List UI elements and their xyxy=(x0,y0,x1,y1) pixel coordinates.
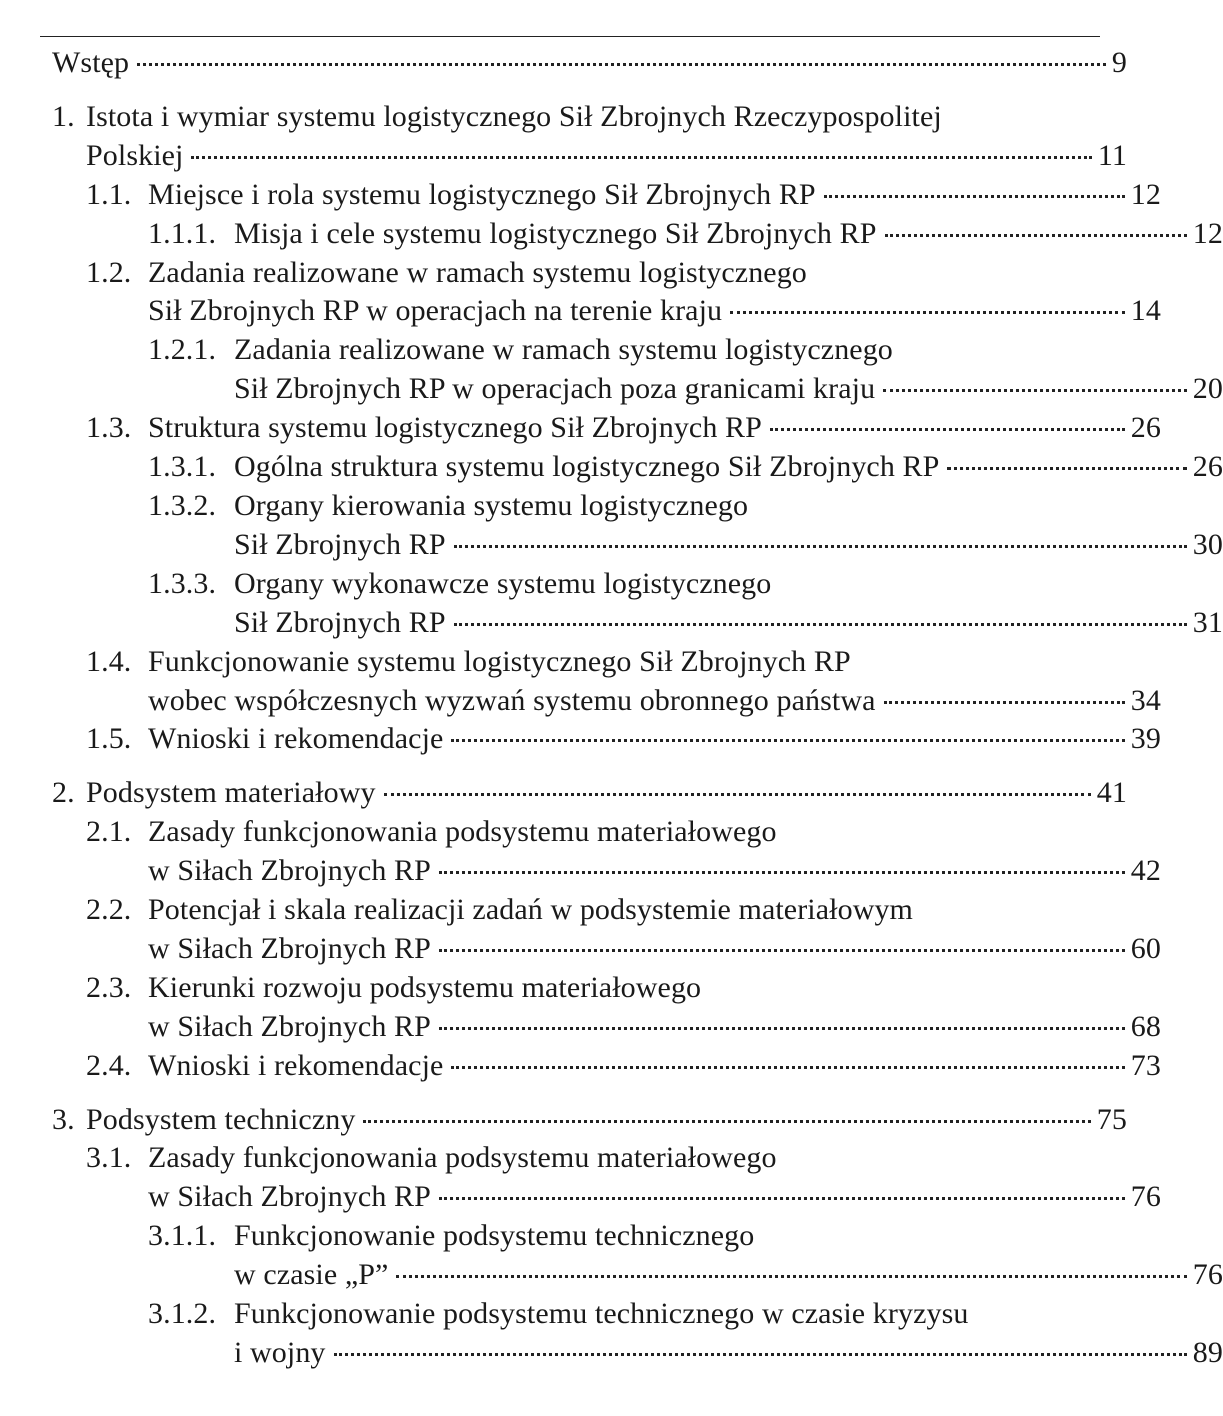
entry-number: 1.2.1. xyxy=(148,333,217,367)
table-of-contents xyxy=(0,44,1223,1373)
entry-title-line-1: Zadania realizowane w ramach systemu logistycznego xyxy=(234,333,893,367)
entry-number: 2.3. xyxy=(86,970,132,1004)
entry-number: 1.3.1. xyxy=(148,450,217,484)
entry-number: 2. xyxy=(52,776,75,810)
entry-title-line-1: Organy wykonawcze systemu logistycznego xyxy=(234,566,772,600)
dot-leader xyxy=(730,311,1125,314)
page-number: 14 xyxy=(1130,294,1161,328)
entry-number: 1.3.2. xyxy=(148,488,217,522)
entry-title-line-2: w Siłach Zbrojnych RP xyxy=(148,1180,431,1214)
entry-number: 3.1.2. xyxy=(148,1297,217,1331)
entry-title-line-2: wobec współczesnych wyzwań systemu obronnego państwa xyxy=(148,683,876,717)
entry-title: Wstęp xyxy=(52,46,130,79)
page-number: 42 xyxy=(1130,854,1161,888)
page-number: 68 xyxy=(1130,1009,1161,1043)
entry-number: 2.2. xyxy=(86,893,132,927)
dot-leader xyxy=(884,701,1125,704)
entry-number: 1.5. xyxy=(86,722,132,756)
entry-title: Wnioski i rekomendacje xyxy=(148,1048,444,1082)
page-number: 41 xyxy=(1096,776,1127,810)
page-number: 76 xyxy=(1130,1180,1161,1214)
entry-title-line-1: Funkcjonowanie systemu logistycznego Sił Zbrojnych RP xyxy=(148,644,851,678)
entry-title-line-1: Zadania realizowane w ramach systemu logistycznego xyxy=(148,255,807,289)
page-number: 76 xyxy=(1192,1258,1223,1292)
entry-number: 3.1. xyxy=(86,1141,132,1175)
entry-number: 3. xyxy=(52,1102,75,1136)
entry-title-line-2: Polskiej xyxy=(86,138,184,172)
entry-title-line-2: Sił Zbrojnych RP w operacjach poza granicami kraju xyxy=(234,372,876,406)
toc-entry-chapter-3[interactable] xyxy=(0,1101,1127,1140)
toc-entry-3-1[interactable] xyxy=(0,1139,1161,1217)
page-number: 11 xyxy=(1097,138,1127,172)
top-rule xyxy=(40,36,1100,37)
toc-entry-2-1[interactable] xyxy=(0,813,1161,891)
toc-entry-1-2-1[interactable] xyxy=(0,331,1223,409)
entry-title-line-2: w Siłach Zbrojnych RP xyxy=(148,1009,431,1043)
dot-leader xyxy=(439,949,1125,952)
entry-title-line-1: Zasady funkcjonowania podsystemu materiałowego xyxy=(148,815,777,849)
page-number: 73 xyxy=(1130,1048,1161,1082)
page-number: 26 xyxy=(1192,450,1223,484)
entry-title-line-1: Istota i wymiar systemu logistycznego Sił Zbrojnych Rzeczypospolitej xyxy=(86,99,942,133)
page-number: 89 xyxy=(1192,1336,1223,1369)
entry-title: Struktura systemu logistycznego Sił Zbrojnych RP xyxy=(148,411,762,445)
dot-leader xyxy=(454,623,1187,626)
dot-leader xyxy=(451,1066,1124,1069)
entry-title-line-2: w Siłach Zbrojnych RP xyxy=(148,931,431,965)
dot-leader xyxy=(363,1120,1090,1123)
page-number: 9 xyxy=(1111,46,1127,79)
toc-entry-1-3[interactable] xyxy=(0,409,1161,448)
dot-leader xyxy=(191,156,1091,159)
toc-entry-1-3-1[interactable] xyxy=(0,448,1223,487)
toc-entry-1-4[interactable] xyxy=(0,643,1161,721)
entry-title: Podsystem materiałowy xyxy=(86,776,376,810)
dot-leader xyxy=(439,871,1125,874)
entry-title: Miejsce i rola systemu logistycznego Sił Zbrojnych RP xyxy=(148,177,816,211)
page-number: 12 xyxy=(1130,177,1161,211)
dot-leader xyxy=(770,428,1125,431)
entry-title-line-2: w czasie „P” xyxy=(234,1258,389,1292)
entry-title: Ogólna struktura systemu logistycznego Sił Zbrojnych RP xyxy=(234,450,940,484)
entry-title-line-2: w Siłach Zbrojnych RP xyxy=(148,854,431,888)
entry-number: 2.1. xyxy=(86,815,132,849)
toc-entry-chapter-2[interactable] xyxy=(0,774,1127,813)
entry-number: 1.3.3. xyxy=(148,566,217,600)
page-number: 12 xyxy=(1192,216,1223,250)
entry-title: Misja i cele systemu logistycznego Sił Zbrojnych RP xyxy=(234,216,877,250)
toc-entry-2-2[interactable] xyxy=(0,891,1161,969)
entry-title: Wnioski i rekomendacje xyxy=(148,722,444,756)
entry-title-line-2: Sił Zbrojnych RP xyxy=(234,527,446,561)
entry-title-line-1: Kierunki rozwoju podsystemu materiałowego xyxy=(148,970,702,1004)
dot-leader xyxy=(947,467,1186,470)
dot-leader xyxy=(137,63,1106,66)
entry-number: 1.4. xyxy=(86,644,132,678)
entry-title-line-2: i wojny xyxy=(234,1336,326,1369)
toc-entry-1-3-2[interactable] xyxy=(0,487,1223,565)
entry-number: 1.2. xyxy=(86,255,132,289)
page-number: 30 xyxy=(1192,527,1223,561)
dot-leader xyxy=(824,195,1125,198)
page-number: 34 xyxy=(1130,683,1161,717)
toc-entry-1-5[interactable] xyxy=(0,720,1161,759)
entry-number: 1.1.1. xyxy=(148,216,217,250)
entry-title-line-2: Sił Zbrojnych RP xyxy=(234,605,446,639)
entry-title-line-1: Potencjał i skala realizacji zadań w podsystemie materiałowym xyxy=(148,893,913,927)
page-number: 60 xyxy=(1130,931,1161,965)
dot-leader xyxy=(439,1027,1125,1030)
page-number: 26 xyxy=(1130,411,1161,445)
page-number: 31 xyxy=(1192,605,1223,639)
toc-entry-2-3[interactable] xyxy=(0,969,1161,1047)
toc-entry-chapter-1[interactable] xyxy=(0,98,1127,176)
toc-entry-1-3-3[interactable] xyxy=(0,565,1223,643)
dot-leader xyxy=(885,234,1187,237)
page-number: 20 xyxy=(1192,372,1223,406)
dot-leader xyxy=(439,1197,1125,1200)
entry-title: Podsystem techniczny xyxy=(86,1102,356,1136)
toc-entry-wstep[interactable] xyxy=(0,44,1127,83)
toc-entry-1-2[interactable] xyxy=(0,254,1161,332)
toc-entry-3-1-1[interactable] xyxy=(0,1217,1223,1295)
entry-number: 3.1.1. xyxy=(148,1219,217,1253)
entry-number: 1.1. xyxy=(86,177,132,211)
entry-number: 1.3. xyxy=(86,411,132,445)
toc-entry-2-4[interactable] xyxy=(0,1047,1161,1086)
dot-leader xyxy=(334,1353,1187,1356)
toc-entry-1-1-1[interactable] xyxy=(0,215,1223,254)
toc-entry-3-1-2[interactable] xyxy=(0,1295,1223,1373)
entry-number: 1. xyxy=(52,99,75,133)
dot-leader xyxy=(396,1275,1186,1278)
toc-entry-1-1[interactable] xyxy=(0,176,1161,215)
page-number: 39 xyxy=(1130,722,1161,756)
entry-title-line-1: Funkcjonowanie podsystemu technicznego xyxy=(234,1219,755,1253)
dot-leader xyxy=(454,545,1187,548)
entry-number: 2.4. xyxy=(86,1048,132,1082)
entry-title-line-1: Zasady funkcjonowania podsystemu materiałowego xyxy=(148,1141,777,1175)
dot-leader xyxy=(451,739,1124,742)
page-number: 75 xyxy=(1096,1102,1127,1136)
entry-title-line-1: Organy kierowania systemu logistycznego xyxy=(234,488,749,522)
entry-title-line-2: Sił Zbrojnych RP w operacjach na terenie kraju xyxy=(148,294,723,328)
dot-leader xyxy=(883,389,1187,392)
dot-leader xyxy=(384,793,1091,796)
entry-title-line-1: Funkcjonowanie podsystemu technicznego w czasie kryzysu xyxy=(234,1297,969,1331)
